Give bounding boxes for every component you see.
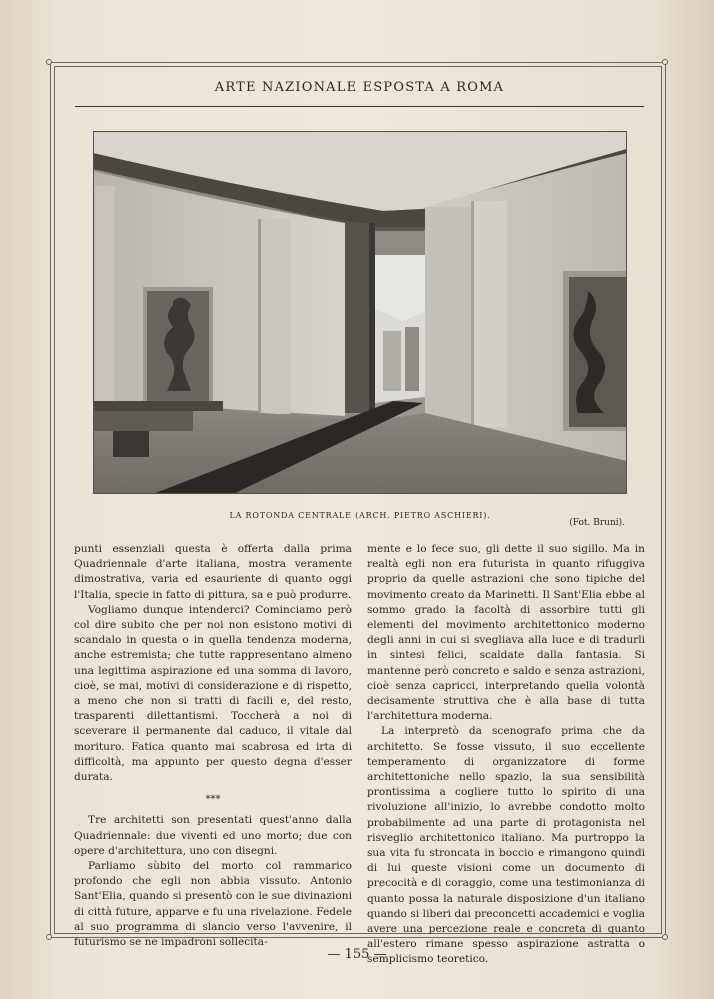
paragraph: punti essenziali questa è offerta dalla prima Quadriennale d'arte italiana, mostra veramente dimostrativa, varia ed esauriente di quanto oggi l'Italia, specie in fatto di pittura, sa e può produrre. [74, 543, 352, 601]
frame-left-outer [50, 62, 51, 938]
photo-credit: (Fot. Bruni). [569, 518, 625, 528]
paragraph: Tre architetti son presentati quest'anno dalla Quadriennale: due viventi ed uno morto; due con opere d'architettura, uno con disegni. [74, 814, 352, 857]
text-column-right [367, 542, 645, 968]
paragraph: mente e lo fece suo, gli dette il suo sigillo. Ma in realtà egli non era futurista in quanto rifuggiva proprio da quelle astrazioni che sono tipiche del movimento creato da Marinetti. Il Sant'Elia ebbe al sommo grado la facoltà di assorbire tutti gli elementi del movimento architettonico moderno degli anni in cui si svegliava alla luce e di tradurli in sintesi felici, scaldate dalla fantasia. Si mantenne però concreto e saldo e senza astrazioni, cioè senza capricci, interpretando quella volontà decisamente struttiva che è alla base di tutta l'architettura moderna. [367, 543, 645, 723]
frame-corner-ornament [662, 934, 668, 940]
frame-corner-ornament [662, 59, 668, 65]
paragraph: La interpretò da scenografo prima che da architetto. Se fosse vissuto, il suo eccellente temperamento di organizzatore di forme architettoniche nello spazio, la sua sensibilità prontissima a cogliere tutto lo spirito di una rivoluzione all'inizio, lo avrebbe condotto molto probabilmente ad una parte di protagonista nel risveglio architettonico italiano. Ma purtroppo la sua vita fu stroncata in boccio e rimangono quindi di lui queste visioni come un documento di precocità e di coraggio, come una testimonianza di quanto possa la naturale disposizione d'un italiano quando si liberi dai preconcetti accademici e voglia avere una percezione reale e concreta di quanto all'estero rimane spesso aspirazione astratta o semplicismo teoretico. [367, 725, 645, 966]
rotunda-photo-illustration [93, 131, 627, 494]
section-separator: *** [205, 794, 221, 806]
paragraph: Parliamo sùbito del morto col rammarico profondo che egli non abbia vissuto. Antonio Sant'Elia, quando si presentò con le sue divinazioni di città future, apparve e fu una rivelazione. Fedele al suo programma di slancio verso l'avvenire, il futurismo se ne impadroni sollecita- [74, 860, 352, 949]
figure-caption: LA ROTONDA CENTRALE (ARCH. PIETRO ASCHIERI). [229, 511, 491, 520]
running-head: ARTE NAZIONALE ESPOSTA A ROMA [214, 80, 505, 95]
frame-right-outer [665, 62, 666, 938]
rotunda-photograph [93, 131, 627, 494]
page-number: — 155 — [327, 947, 387, 962]
text-column-left [74, 542, 352, 950]
frame-top-inner [54, 66, 661, 67]
frame-top-outer [50, 62, 665, 63]
frame-corner-ornament [46, 59, 52, 65]
paragraph: Vogliamo dunque intenderci? Cominciamo però col dire subito che per noi non esistono motivi di scandalo in questa o in quella tendenza moderna, anche estremista; che tutte rappresentano almeno una legittima aspirazione ed una somma di lavoro, cioè, se mai, motivi di considerazione e di rispetto, a meno che non si tratti di facili e, del resto, trasparenti dilettantismi. Toccherà a noi di sceverare il permanente dal caduco, il vitale dal morituro. Fatica quanto mai scabrosa ed irta di difficoltà, ma appunto per questo degna d'esser durata. [74, 603, 352, 784]
frame-right-inner [661, 66, 662, 934]
header-rule [75, 106, 644, 107]
frame-left-inner [54, 66, 55, 934]
frame-corner-ornament [46, 934, 52, 940]
